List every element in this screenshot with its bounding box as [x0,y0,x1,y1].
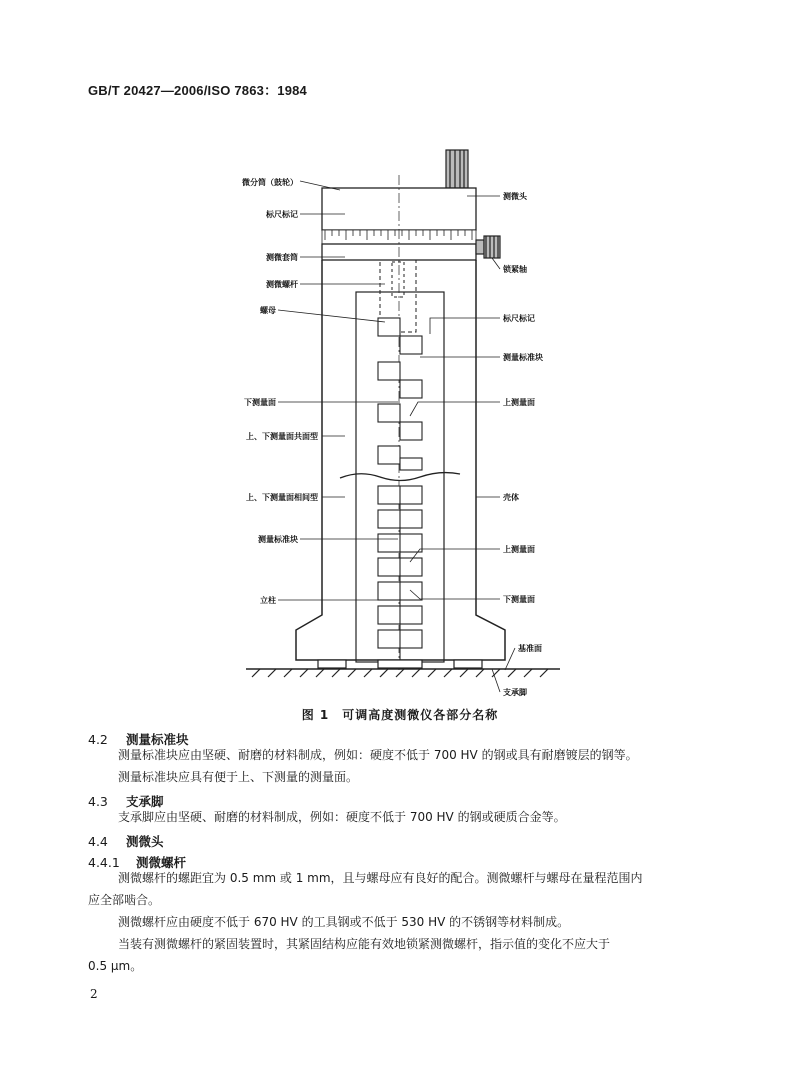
label-gauge-block-left: 测量标准块 [258,535,298,544]
label-micrometer-screw: 测微螺杆 [266,280,298,289]
paragraph: 测量标准块应由坚硬、耐磨的材料制成，例如：硬度不低于 700 HV 的钢或具有耐磨镀层的钢等。 [118,748,638,762]
base [246,660,560,677]
standard-header: GB/T 20427—2006/ISO 7863：1984 [88,83,307,98]
label-lower-face-1: 下测量面 [244,398,276,407]
label-coplanar-type: 上、下测量面共面型 [246,432,318,441]
label-micrometer-head: 测微头 [503,192,527,201]
label-micrometer-sleeve: 测微套筒 [266,253,298,262]
label-reference-plane: 基准面 [518,644,542,653]
label-support-foot: 支承脚 [503,688,527,697]
paragraph: 测微螺杆的螺距宜为 0.5 mm 或 1 mm，且与螺母应有良好的配合。测微螺杆与螺母在量程范围内 [118,871,643,885]
label-lock-shaft: 锁紧轴 [503,265,527,274]
section-number: 4.4.1 [88,855,120,870]
label-housing: 壳体 [503,493,519,502]
paragraph: 测微螺杆应由硬度不低于 670 HV 的工具钢或不低于 530 HV 的不锈钢等材料制成。 [118,915,570,929]
section-title: 测量标准块 [126,732,189,747]
paragraph: 测量标准块应具有便于上、下测量的测量面。 [118,770,359,784]
figure-caption: 图 1 可调高度测微仪各部分名称 [301,708,499,722]
break-line [340,473,460,481]
paragraph: 应全部啮合。 [88,893,161,907]
label-upper-face-2: 上测量面 [503,545,535,554]
label-column: 立柱 [260,596,276,605]
section-title: 支承脚 [126,794,164,809]
section-title: 测微头 [126,834,164,849]
paragraph: 0.5 μm。 [88,959,143,973]
section-title: 测微螺杆 [136,855,187,870]
gauge-blocks-lower [378,486,422,660]
paragraph: 当装有测微螺杆的紧固装置时，其紧固结构应能有效地锁紧测微螺杆，指示值的变化不应大于 [118,937,611,951]
label-micrometer-drum: 微分筒（鼓轮） [242,178,298,187]
section-4-4-heading [88,832,164,850]
label-cross-type: 上、下测量面相间型 [246,493,318,502]
section-number: 4.3 [88,794,108,809]
label-scale-mark-right: 标尺标记 [503,314,535,323]
section-number: 4.4 [88,834,108,849]
paragraph: 支承脚应由坚硬、耐磨的材料制成，例如：硬度不低于 700 HV 的钢或硬质合金等。 [118,810,566,824]
page-number: 2 [90,987,98,1001]
lock-shaft [476,236,500,258]
label-gauge-block-right: 测量标准块 [503,353,543,362]
label-upper-face-1: 上测量面 [503,398,535,407]
label-nut: 螺母 [260,306,276,315]
label-scale-mark: 标尺标记 [266,210,298,219]
section-number: 4.2 [88,732,108,747]
label-lower-face-2: 下测量面 [503,595,535,604]
gauge-blocks-upper [378,318,422,470]
knob [446,150,468,188]
